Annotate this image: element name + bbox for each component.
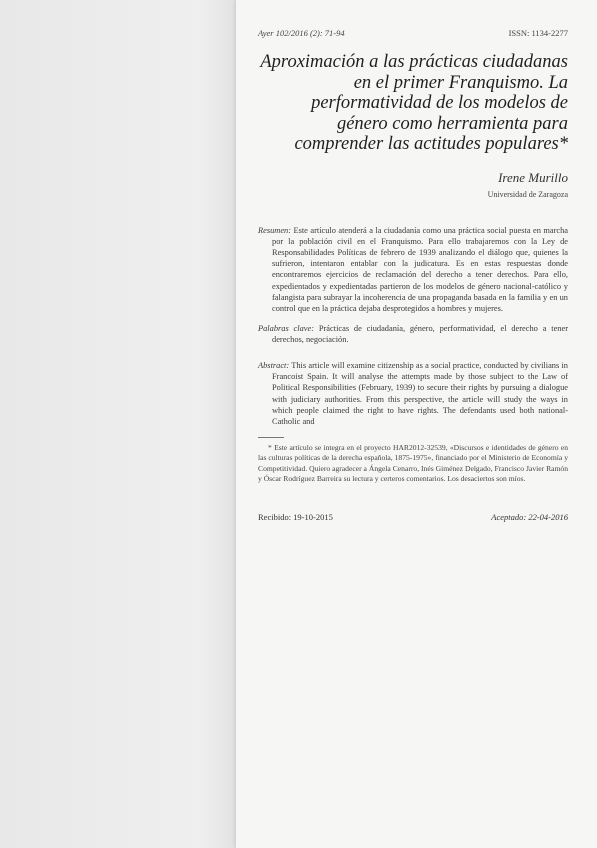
received-date: Recibido: 19-10-2015 <box>258 512 333 523</box>
footnote: * Este artículo se integra en el proyecto HAR2012-32539, «Discursos e identidades de género en las culturas políticas de la derecha española, 1875-1975», financiado por el Ministerio de Economía y Competitividad. Quiero agradecer a Ángela Cenarro, Inés Giménez Delgado, Francisco Javier Ramón y Óscar Rodríguez Barreira su lectura y certeros comentarios. Los desaciertos son míos. <box>258 443 568 484</box>
abstract-paragraph <box>258 360 568 427</box>
submission-dates <box>258 512 568 522</box>
article-title: Aproximación a las prácticas ciudadanas en el primer Franquismo. La performatividad de los modelos de género como herramienta para comprender las actitudes populares* <box>260 52 568 154</box>
resumen-label: Resumen: <box>258 225 292 235</box>
scan-background <box>0 0 236 848</box>
footnote-rule <box>258 437 284 438</box>
accepted-date: Aceptado: 22-04-2016 <box>491 512 568 523</box>
journal-citation: Ayer 102/2016 (2): 71-94 <box>258 28 345 38</box>
abstract-label: Abstract: <box>258 360 290 370</box>
author-name: Irene Murillo <box>498 169 568 185</box>
resumen-text: Este artículo atenderá a la ciudadanía como una práctica social puesta en marcha por la población civil en el Franquismo. Para ello trabajaremos con la Ley de Responsabilidades Políticas de febrero de 1939 analizando el diálogo que, quienes la sufrieron, intentaron entablar con la judicatura. Es en estas respuestas donde encontraremos ejercicios de reclamación del derecho a tener derechos. Para ello, expedientados y expedientadas partieron de los modelos de género nacional-católico y falangista para subrayar la incoherencia de una propaganda basada en la familia y en un control que en la práctica dejaba desprotegidos a hombres y mujeres. <box>272 225 568 313</box>
page-content <box>258 28 568 522</box>
resumen-paragraph <box>258 225 568 315</box>
abstract-text: This article will examine citizenship as a social practice, conducted by civilians in Francoist Spain. It will analyse the attempts made by those subject to the Law of Political Responsibilities (February, 1939) to secure their rights by pursuing a dialogue with judiciary authorities. From this perspective, the article will study the ways in which people claimed the right to have rights. The defendants used both national-Catholic and <box>272 360 568 426</box>
running-header <box>258 28 568 38</box>
issn: ISSN: 1134-2277 <box>508 28 568 38</box>
keywords-label: Palabras clave: <box>258 323 315 333</box>
keywords-text: Prácticas de ciudadanía, género, performatividad, el derecho a tener derechos, negociación. <box>272 323 568 344</box>
keywords-paragraph <box>258 323 568 345</box>
author-affiliation: Universidad de Zaragoza <box>487 189 568 199</box>
